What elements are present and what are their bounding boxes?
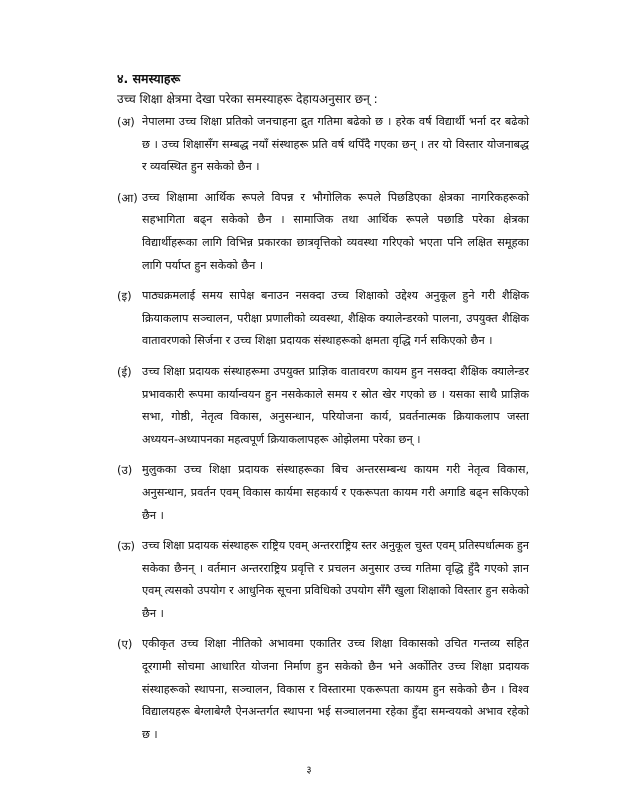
list-item-marker: (ए) bbox=[117, 637, 133, 652]
page-number: ३ bbox=[306, 765, 312, 776]
problem-list bbox=[117, 111, 529, 754]
list-item-text: एकीकृत उच्च शिक्षा नीतिको अभावमा एकातिर उच्च शिक्षा विकासको उचित गन्तव्य सहित दूरगामी सोचमा आधारित योजना निर्माण हुन सकेको छैन भने अर्कोतिर उच्च शिक्षा प्रदायक संस्थाहरूको स्थापना, सञ्चालन, विकास र विस्तारमा एकरूपता कायम हुन सकेको छैन । विश्व विद्यालयहरू बेग्लाबेग्लै ऐनअन्तर्गत स्थापना भई सञ्चालनमा रहेका हुँदा समन्वयको अभाव रहेको छ । bbox=[142, 637, 529, 741]
list-item-marker: (अ) bbox=[117, 115, 135, 129]
list-item-text: नेपालमा उच्च शिक्षा प्रतिको जनचाहना द्रुत गतिमा बढेको छ । हरेक वर्ष विद्यार्थी भर्ना दर बढेको छ । उच्च शिक्षासँग सम्बद्ध नयाँ संस्थाहरू प्रति वर्ष थपिँदै गएका छन् । तर यो विस्तार योजनाबद्ध र व्यवस्थित हुन सकेको छैन । bbox=[142, 115, 529, 174]
list-item bbox=[117, 361, 529, 451]
list-item-text: उच्च शिक्षा प्रदायक संस्थाहरूमा उपयुक्त प्राज्ञिक वातावरण कायम हुन नसक्दा शैक्षिक क्यालेन्डर प्रभावकारी रूपमा कार्यान्वयन हुन नसकेकाले समय र स्रोत खेर गएको छ । यसका साथै प्राज्ञिक सभा, गोष्ठी, नेतृत्व विकास, अनुसन्धान, परियोजना कार्य, प्रवर्तनात्मक क्रियाकलाप जस्ता अध्ययन-अध्यापनका महत्वपूर्ण क्रियाकलापहरू ओझेलमा परेका छन् । bbox=[142, 364, 529, 446]
list-item-text: पाठ्यक्रमलाई समय सापेक्ष बनाउन नसक्दा उच्च शिक्षाको उद्देश्य अनुकूल हुने गरी शैक्षिक क्रियाकलाप सञ्चालन, परीक्षा प्रणालीको व्यवस्था, शैक्षिक क्यालेन्डरको पालना, उपयुक्त शैक्षिक वातावरणको सिर्जना र उच्च शिक्षा प्रदायक संस्थाहरूको क्षमता वृद्धि गर्न सकिएको छैन । bbox=[142, 289, 529, 348]
list-item-text: उच्च शिक्षामा आर्थिक रूपले विपन्न र भौगोलिक रूपले पिछडिएका क्षेत्रका नागरिकहरूको सहभागिता बढ्न सकेको छैन । सामाजिक तथा आर्थिक रूपले पछाडि परेका क्षेत्रका विद्यार्थीहरूका लागि विभिन्न प्रकारका छात्रवृत्तिको व्यवस्था गरिएको भएता पनि लक्षित समूहका लागि पर्याप्त हुन सकेको छैन । bbox=[142, 190, 529, 272]
list-item-marker: (आ) bbox=[117, 190, 138, 205]
list-item-marker: (इ) bbox=[117, 289, 132, 304]
list-item-marker: (ई) bbox=[117, 364, 132, 379]
list-item bbox=[117, 535, 529, 625]
list-item-text: उच्च शिक्षा प्रदायक संस्थाहरू राष्ट्रिय एवम् अन्तरराष्ट्रिय स्तर अनुकूल चुस्त एवम् प्रतिस्पर्धात्मक हुन सकेका छैनन् । वर्तमान अन्तरराष्ट्रिय प्रवृत्ति र प्रचलन अनुसार उच्च गतिमा वृद्धि हुँदै गएको ज्ञान एवम् त्यसको उपयोग र आधुनिक सूचना प्रविधिको उपयोग सँगै खुला शिक्षाको विस्तार हुन सकेको छैन । bbox=[142, 539, 529, 620]
list-item bbox=[117, 285, 529, 353]
list-item bbox=[117, 459, 529, 527]
list-item bbox=[117, 111, 529, 179]
list-item-text: मुलुकका उच्च शिक्षा प्रदायक संस्थाहरूका बिच अन्तरसम्बन्ध कायम गरी नेतृत्व विकास, अनुसन्धान, प्रवर्तन एवम् विकास कार्यमा सहकार्य र एकरूपता कायम गरी अगाडि बढ्न सकिएको छैन । bbox=[142, 463, 529, 522]
list-item-marker: (उ) bbox=[117, 463, 133, 478]
list-item bbox=[117, 633, 529, 746]
list-item-marker: (ऊ) bbox=[117, 539, 136, 554]
section-heading: ४. समस्याहरू bbox=[117, 71, 181, 86]
list-item bbox=[117, 187, 529, 277]
section-intro: उच्च शिक्षा क्षेत्रमा देखा परेका समस्याहरू देहायअनुसार छन् : bbox=[117, 92, 378, 106]
